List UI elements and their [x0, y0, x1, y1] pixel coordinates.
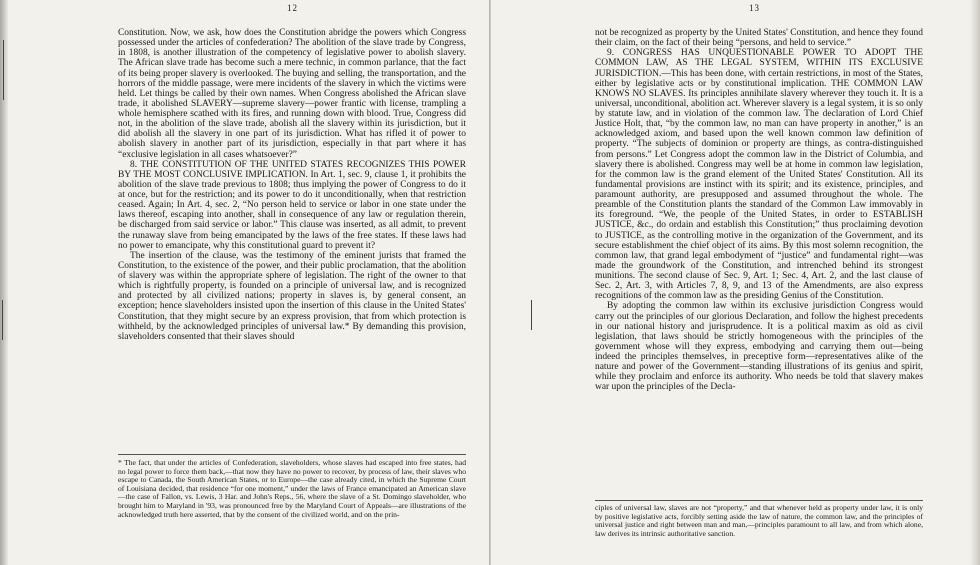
scan-mark [3, 40, 4, 100]
right-page [490, 0, 980, 565]
paragraph: Constitution. Now, we ask, how does the Constitution abridge the powers which Congress possessed under the articles of confederation? The abolition of the slave trade by Congress, in 1808, is another illustration of the competency of legislative power to abolish slavery. The African slave trade has become such a mere technic, in common parlance, that the fact of its being proper slavery is overlooked. The buying and selling, the transportation, and the horrors of the middle passage, were mere incidents of the slavery in which the victims were held. Let things be called by their own names. When Congress abolished the African slave trade, it abolished SLAVERY—supreme slavery—power frantic with license, trampling a whole hemisphere scathed with its fires, and running down with blood. True, Congress did not, in the abolition of the slave trade, abolish all the slavery within its jurisdiction, but it did abolish all the slavery in one part of its jurisdiction. What has rifled it of power to abolish slavery in another part of its jurisdiction, especially in that part where it has “exclusive legislation in all cases whatsoever?” [118, 28, 466, 160]
binding-shadow [970, 0, 980, 565]
page-number: 13 [749, 3, 760, 13]
footnote-rule [118, 454, 466, 455]
paragraph: 8. THE CONSTITUTION OF THE UNITED STATES RECOGNIZES THIS POWER BY THE MOST CONCLUSIVE IMPLICATION. In Art. 1, sec. 9, clause 1, it prohibits the abolition of the slave trade previous to 1808; thus implying the power of Congress to do it at once, but for the restriction; and its power to do it unconditionally, when that restriction ceased. Again; In Art. 4, sec. 2, “No person held to service or labor in one state under the laws thereof, escaping into another, shall in consequence of any law or regulation therein, be discharged from said service or labor.” This clause was inserted, as all admit, to prevent the runaway slave from being emancipated by the laws of the free states. If these laws had no power to emancipate, why this constitutional guard to prevent it? [118, 159, 466, 251]
footnote-rule [595, 500, 923, 501]
main-text [118, 28, 466, 342]
scan-mark [531, 300, 532, 330]
main-text [595, 28, 923, 393]
scan-mark [2, 300, 3, 340]
paragraph: The insertion of the clause, was the testimony of the eminent jurists that framed the Constitution, to the existence of the power, and their public proclamation, that the abolition of slavery was within the appropriate sphere of legislation. The right of the owner to that which is rightfully property, is founded on a principle of universal law, and is recognized and protected by all civilized nations; property in slaves is, by general consent, an exception; hence slaveholders insisted upon the insertion of this clause in the United States' Constitution, that they might secure by an express provision, that from which protection is withheld, by the acknowledged principles of universal law.* By demanding this provision, slaveholders consented that their slaves should [118, 250, 466, 342]
footnote: * The fact, that under the articles of Confederation, slaveholders, whose slaves had escaped into free states, had no legal power to force them back,—that now they have no power to recover, by process of law, their slaves who escape to Canada, the South American States, or to Europe—the case already cited, in which the Supreme Court of Louisiana decided, that residence “for one moment,” under the laws of France emancipated an American slave—the case of Fallon, vs. Lewis, 3 Har. and John's Reps., 56, where the slave of a St. Domingo slaveholder, who brought him to Maryland in '93, was pronounced free by the Maryland Court of Appeals—are illustrations of the acknowledged truth here asserted, that by the consent of the civilized world, and on the prin- [118, 458, 466, 519]
paragraph: By adopting the common law within its exclusive jurisdiction Congress would carry out the principles of our glorious Declaration, and follow the highest precedents in our national history and jurisprudence. It is a political maxim as old as civil legislation, that laws should be strictly homogeneous with the principles of the government whose will they express, embodying and carrying them out—being indeed the principles themselves, in preceptive form—representatives alike of the nature and power of the Government—standing illustrations of its genius and spirit, while they proclaim and enforce its authority. Who needs be told that slavery makes war upon the principles of the Decla- [595, 301, 923, 393]
paragraph: not be recognized as property by the United States' Constitution, and hence they found their claim, on the fact of their being “persons, and held to service.” [595, 28, 923, 49]
page-number: 12 [287, 3, 298, 13]
binding-shadow [0, 0, 8, 565]
footnote: ciples of universal law, slaves are not “property,” and that whenever held as property under law, it is only by positive legislative acts, forcibly setting aside the law of nature, the common law, and the principles of universal justice and right between man and man,—principles paramount to all law, and from which alone, law derives its intrinsic authoritative sanction. [595, 503, 923, 538]
paragraph: 9. CONGRESS HAS UNQUESTIONABLE POWER TO ADOPT THE COMMON LAW, AS THE LEGAL SYSTEM, WITHIN ITS EXCLUSIVE JURISDICTION.—This has been done, with certain restrictions, in most of the States, either by legislative acts or by constitutional implication. THE COMMON LAW KNOWS NO SLAVES. Its principles annihilate slavery wherever they touch it. It is a universal, unconditional, abolition act. Wherever slavery is a legal system, it is so only by statute law, and in violation of the common law. The declaration of Lord Chief Justice Holt, that, “by the common law, no man can have property in another,” is an acknowledged axiom, and based upon the well known common law definition of property. “The subjects of dominion or property are things, as contra-distinguished from persons.” Let Congress adopt the common law in the District of Columbia, and slavery there is abolished. Congress may well be at home in common law legislation, for the common law is the grand element of the United States' Constitution. All its fundamental provisions are instinct with its spirit; and its existence, principles, and paramount authority, are presupposed and assumed throughout the whole. The preamble of the Constitution plants the standard of the Common Law immovably in its foreground. “We, the people of the United States, in order to ESTABLISH JUSTICE, &c., do ordain and establish this Constitution;” thus proclaiming devotion to JUSTICE, as the controlling motive in the organization of the Government, and its secure establishment the chief object of its aims. By this most solemn recognition, the common law, that grand legal embodyment of “justice” and fundamental right—was made the groundwork of the Constitution, and intrenched behind its strongest munitions. The second clause of Sec. 9, Art. 1; Sec. 4, Art. 2, and the last clause of Sec. 2, Art. 3, with Articles 7, 8, 9, and 13 of the Amendments, are also express recognitions of the common law as the presiding Genius of the Constitution. [595, 48, 923, 302]
